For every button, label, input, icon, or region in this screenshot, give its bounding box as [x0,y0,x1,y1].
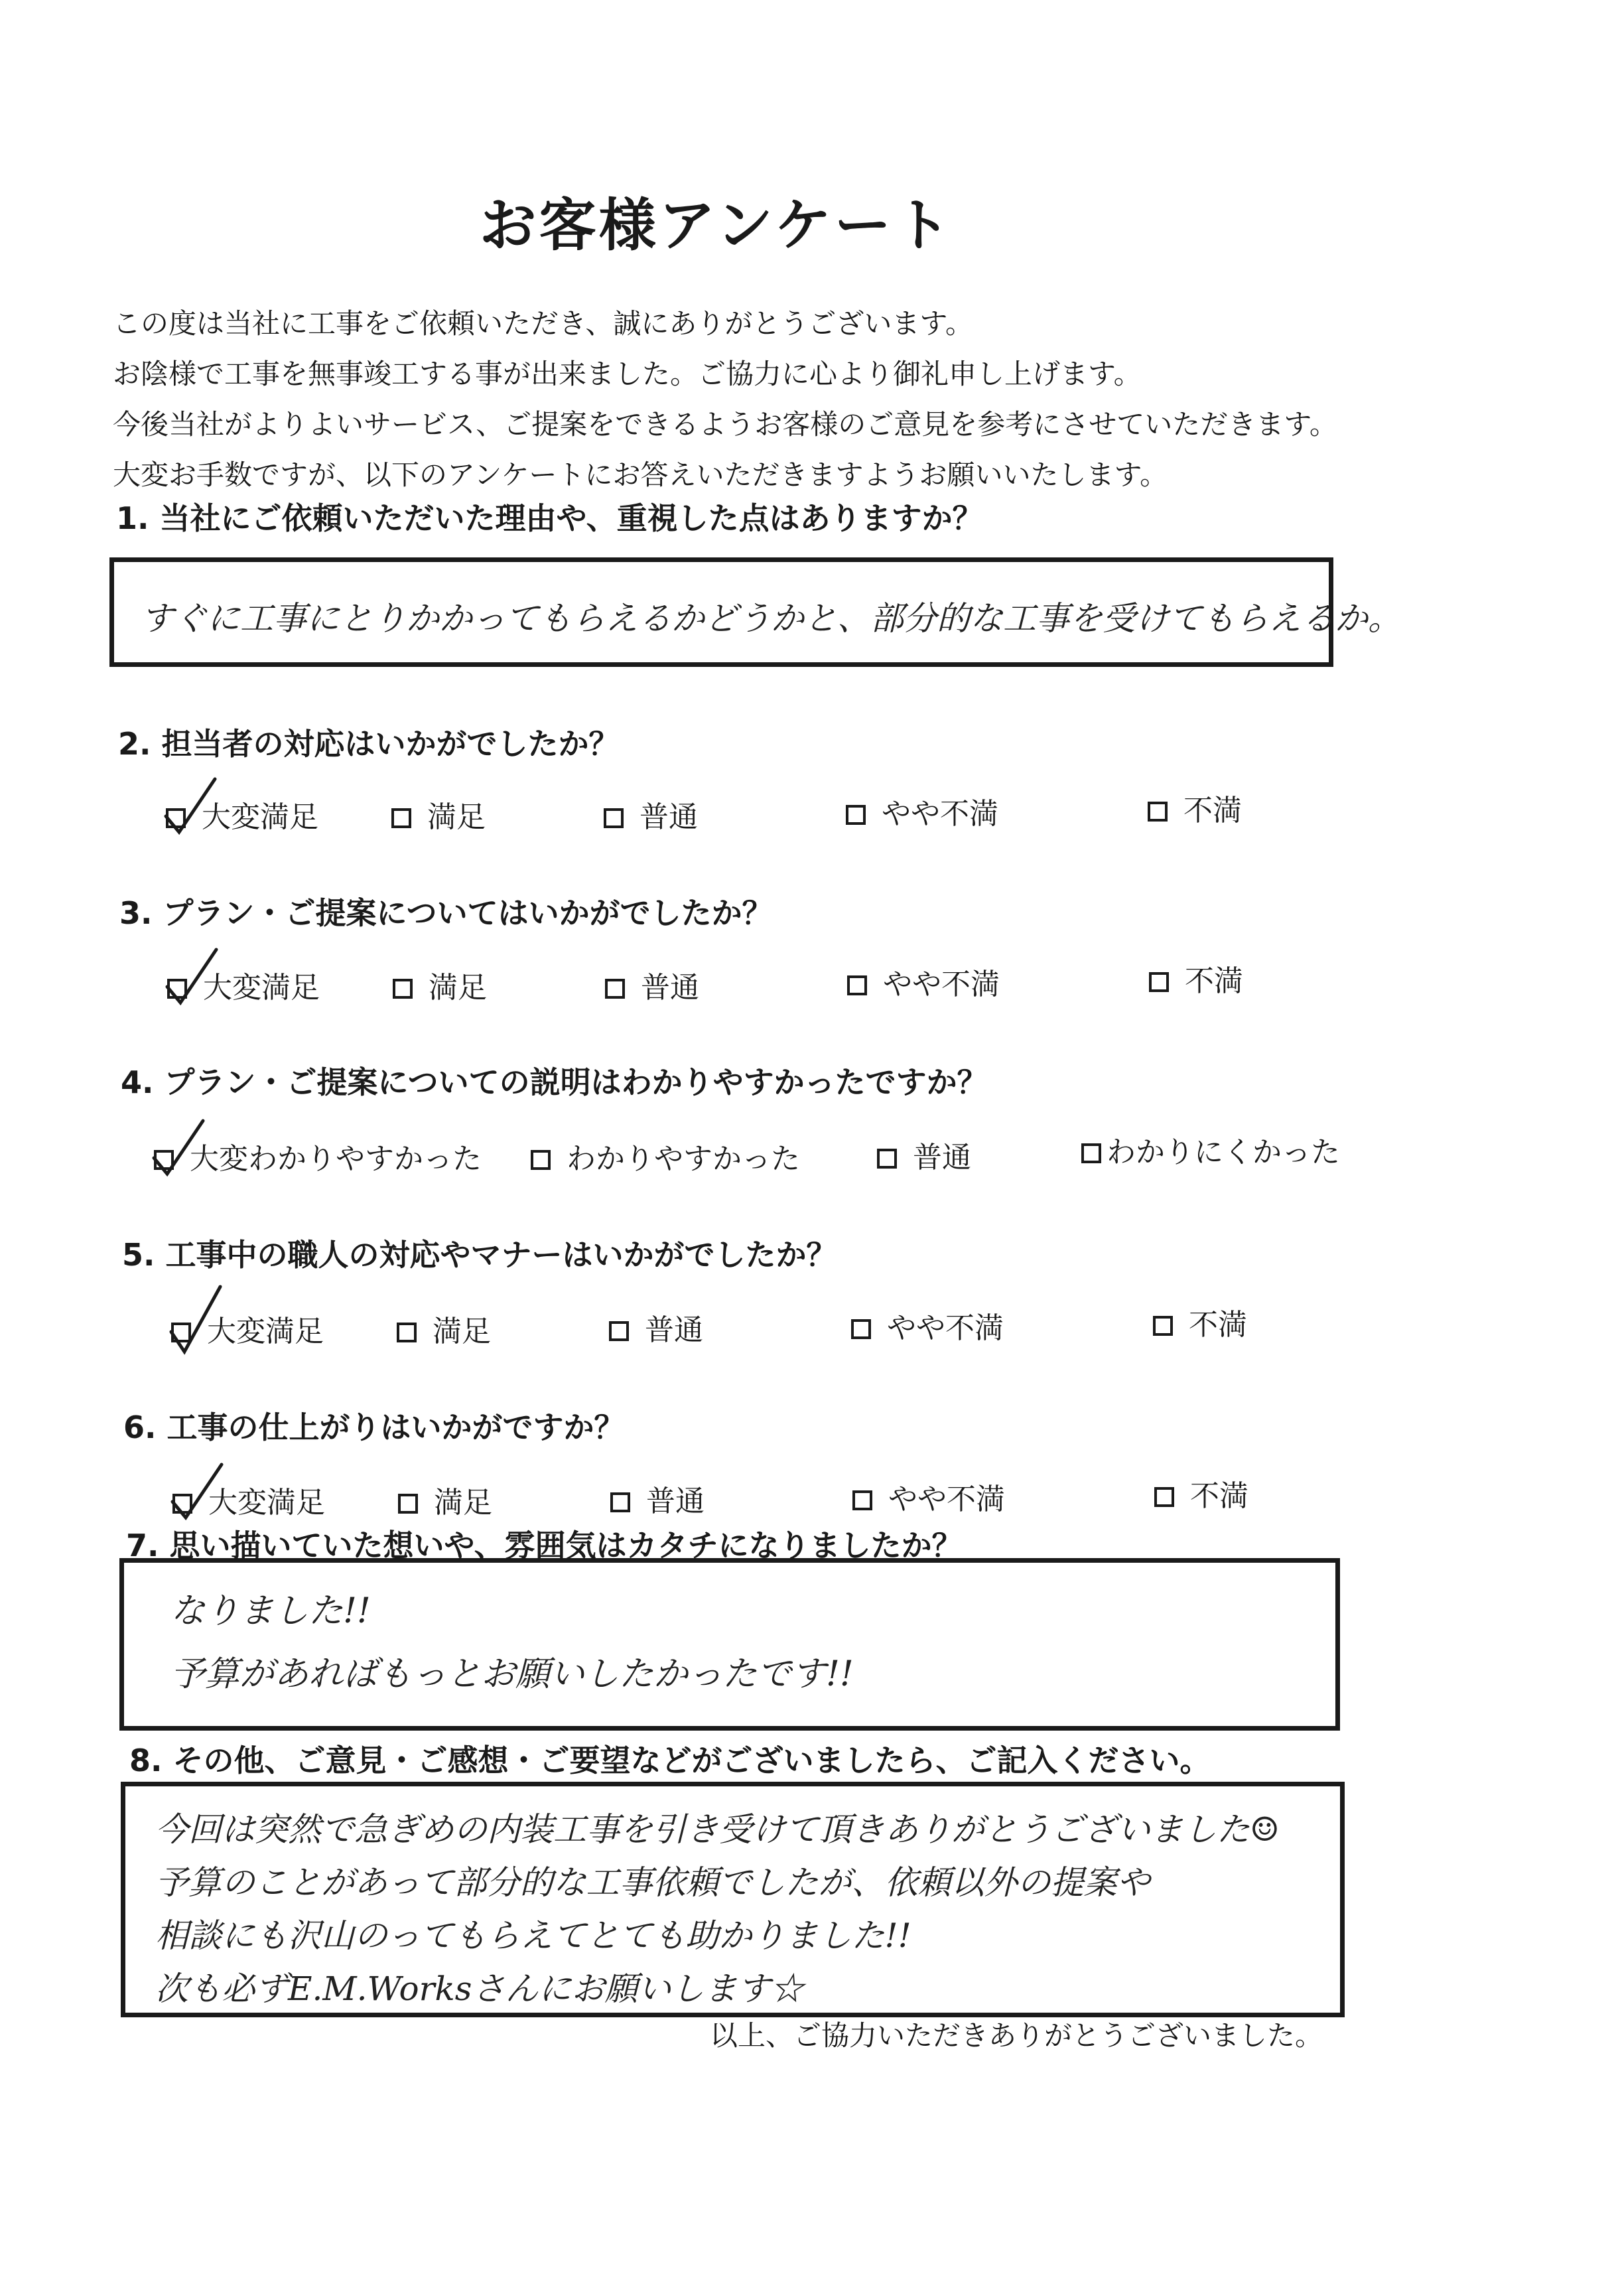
answer-8-line: 次も必ずE.M.Worksさんにお願いします☆ [155,1970,804,2008]
checkbox[interactable] [847,975,867,995]
checkbox[interactable] [852,1490,872,1510]
question-7: 7. 思い描いていた想いや、雰囲気はカタチになりましたか？ [126,1528,963,1563]
intro-line: 今後当社がよりよいサービス、ご提案をできるようお客様のご意見を参考にさせていただきます。 [113,408,1337,441]
option-label: やや不満 [883,968,1000,1001]
checkbox[interactable] [610,1492,630,1512]
q2-option-5[interactable] [1148,786,1242,829]
checkbox[interactable] [167,979,187,999]
option-label: 不満 [1183,794,1242,827]
closing-note: 以上、ご協力いただきありがとうございました。 [710,2019,1323,2052]
checkbox[interactable] [609,1321,629,1341]
q3-option-1[interactable] [167,964,320,1006]
option-label: わかりにくかった [1107,1135,1340,1169]
q3-option-3[interactable] [605,964,699,1006]
q6-option-3[interactable] [610,1477,705,1520]
option-label: 普通 [646,1484,705,1518]
q5-option-1[interactable] [171,1307,324,1350]
checkmark-icon [170,1279,223,1352]
answer-7-line: なりました!! [170,1591,371,1631]
checkbox[interactable] [851,1319,871,1339]
q5-option-3[interactable] [609,1306,703,1348]
checkbox[interactable] [1153,1316,1173,1336]
option-label: 普通 [639,800,698,834]
option-label: やや不満 [882,797,998,831]
checkmark-icon [165,778,218,837]
answer-7-line: 予算があればもっとお願いしたかったです!! [170,1654,854,1694]
checkbox[interactable] [605,979,625,999]
option-label: 大変満足 [203,971,320,1005]
checkmark-icon [171,1463,224,1523]
question-2: 2. 担当者の対応はいかがでしたか？ [118,726,620,762]
answer-1-text: すぐに工事にとりかかってもらえるかどうかと、部分的な工事を受けてもらえるか。 [141,599,1401,638]
q3-option-2[interactable] [393,964,487,1006]
answer-box-7 [119,1558,1340,1731]
q6-option-2[interactable] [398,1478,492,1521]
q2-option-2[interactable] [391,793,486,835]
checkmark-icon [166,948,219,1008]
checkbox[interactable] [1154,1487,1174,1507]
checkbox[interactable] [393,979,413,999]
checkbox[interactable] [1081,1143,1101,1163]
q6-option-5[interactable] [1154,1472,1248,1514]
checkbox[interactable] [166,808,186,828]
option-label: 満足 [434,1486,492,1520]
option-label: 大変わかりやすかった [190,1142,482,1176]
option-label: 普通 [641,971,699,1005]
checkbox[interactable] [531,1150,551,1170]
intro-line: お陰様で工事を無事竣工する事が出来ました。ご協力に心より御礼申し上げます。 [113,358,1142,390]
page-title: お客様アンケート [479,192,954,259]
option-label: 大変満足 [202,800,318,834]
q5-option-5[interactable] [1153,1301,1247,1343]
checkbox[interactable] [398,1494,418,1514]
answer-8-line: 相談にも沢山のってもらえてとても助かりました!! [155,1916,911,1955]
q2-option-4[interactable] [846,790,998,832]
checkbox[interactable] [391,808,411,828]
option-label: やや不満 [887,1311,1004,1345]
q3-option-4[interactable] [847,960,1000,1003]
q5-option-2[interactable] [397,1307,491,1350]
answer-box-8 [121,1782,1345,2017]
question-1: 1. 当社にご依頼いただいた理由や、重視した点はありますか？ [116,500,983,536]
checkmark-icon [153,1119,206,1179]
checkbox[interactable] [171,1323,191,1342]
q4-option-2[interactable] [531,1135,800,1177]
option-label: 満足 [433,1315,491,1348]
checkbox[interactable] [154,1150,174,1170]
checkbox[interactable] [1149,972,1169,992]
q3-option-5[interactable] [1149,957,1243,999]
q2-option-1[interactable] [166,793,318,835]
q4-option-1[interactable] [154,1135,482,1177]
checkbox[interactable] [877,1149,897,1169]
option-label: 不満 [1190,1479,1248,1513]
q2-option-3[interactable] [604,793,698,835]
option-label: 大変満足 [208,1486,325,1520]
checkbox[interactable] [172,1494,192,1514]
checkbox[interactable] [604,808,624,828]
option-label: 満足 [429,971,487,1005]
q4-option-3[interactable] [877,1133,971,1176]
checkbox[interactable] [1148,802,1168,822]
option-label: 普通 [645,1313,703,1347]
option-label: わかりやすかった [567,1142,800,1176]
option-label: 普通 [913,1141,971,1175]
q6-option-4[interactable] [852,1475,1005,1518]
q6-option-1[interactable] [172,1478,325,1521]
question-6: 6. 工事の仕上がりはいかがですか？ [123,1409,625,1445]
intro-text [113,299,1337,500]
checkbox[interactable] [846,805,866,825]
question-3: 3. プラン・ご提案についてはいかがでしたか？ [119,895,773,931]
question-4: 4. プラン・ご提案についての説明はわかりやすかったですか？ [121,1064,988,1100]
q4-option-4[interactable] [1081,1128,1340,1171]
option-label: 不満 [1189,1308,1247,1342]
question-8: 8. その他、ご意見・ご感想・ご要望などがございましたら、ご記入ください。 [129,1743,1211,1778]
question-5: 5. 工事中の職人の対応やマナーはいかがでしたか？ [122,1237,837,1273]
answer-box-1 [109,557,1401,667]
option-label: 満足 [427,800,486,834]
q5-option-4[interactable] [851,1304,1004,1346]
option-label: やや不満 [888,1482,1005,1516]
checkbox[interactable] [397,1323,417,1342]
option-label: 不満 [1185,964,1243,998]
intro-line: この度は当社に工事をご依頼いただき、誠にありがとうございます。 [113,307,973,340]
option-label: 大変満足 [207,1315,324,1348]
answer-8-line: 予算のことがあって部分的な工事依頼でしたが、依頼以外の提案や [155,1863,1150,1902]
intro-line: 大変お手数ですが、以下のアンケートにお答えいただきますようお願いいたします。 [113,459,1168,491]
answer-8-line: 今回は突然で急ぎめの内装工事を引き受けて頂きありがとうございました☺ [155,1810,1280,1849]
